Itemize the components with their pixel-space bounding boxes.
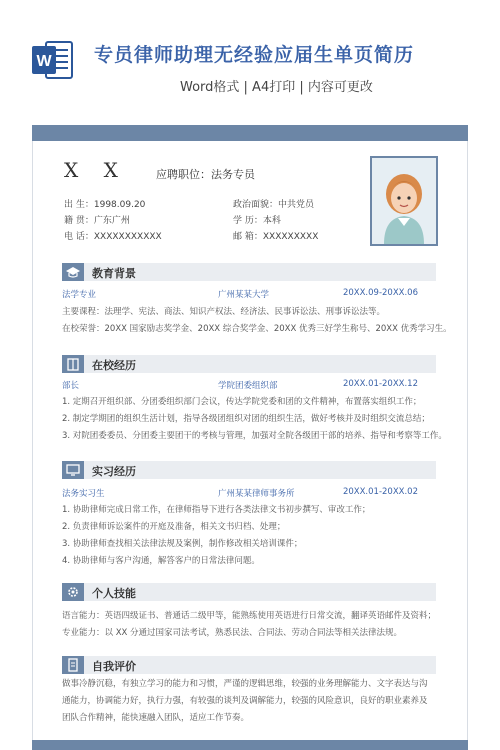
monitor-icon	[62, 461, 84, 479]
applied-position: 应聘职位：法务专员	[156, 168, 255, 181]
intern-item: 4. 协助律师与客户沟通，解答客户的日常法律问题。	[62, 556, 260, 566]
graduation-cap-icon	[62, 263, 84, 281]
campus-role: 部长	[62, 381, 80, 391]
page-subtitle: Word格式 | A4打印 | 内容可更改	[180, 80, 373, 95]
section-title: 教育背景	[92, 267, 136, 280]
info-value: XXXXXXXXXXX	[93, 232, 162, 242]
avatar-illustration	[372, 158, 436, 244]
intern-item: 3. 协助律师查找相关法律法规及案例，制作修改相关培训课件；	[62, 539, 303, 549]
info-political	[233, 197, 314, 210]
campus-org: 学院团委组织部	[218, 381, 278, 391]
section-title: 个人技能	[92, 587, 136, 600]
info-label: 邮 箱：	[233, 232, 263, 242]
education-courses: 主要课程：法理学、宪法、商法、知识产权法、经济法、民事诉讼法、刑事诉讼法等。	[62, 307, 386, 317]
intern-org: 广州某某律师事务所	[218, 489, 295, 499]
section-title: 在校经历	[92, 359, 136, 372]
info-label: 出 生：	[64, 200, 94, 210]
intern-row	[62, 487, 436, 499]
info-degree	[233, 213, 281, 226]
education-honors: 在校荣誉：20XX 国家励志奖学金、20XX 综合奖学金、20XX 优秀三好学生称号、20XX 优秀学习生。	[62, 324, 452, 334]
info-value: 1998.09.20	[93, 200, 146, 210]
education-date: 20XX.09-20XX.06	[342, 288, 418, 298]
info-hometown	[64, 213, 130, 226]
candidate-name: X X	[64, 158, 118, 182]
gear-icon	[62, 583, 84, 601]
document-icon	[62, 656, 84, 674]
resume-top-bar	[32, 125, 468, 141]
section-title: 自我评价	[92, 660, 136, 673]
info-value: 本科	[262, 216, 281, 226]
intern-item: 2. 负责律师诉讼案件的开庭及准备，相关文书归档、处理；	[62, 522, 286, 532]
campus-item: 2. 制定学期团的组织生活计划，指导各级团组织对团的组织生活，做好考核并及时组织交流总结；	[62, 414, 430, 424]
section-title: 实习经历	[92, 465, 136, 478]
profile-photo	[370, 156, 438, 246]
page-title: 专员律师助理无经验应届生单页简历	[94, 44, 415, 66]
campus-date: 20XX.01-20XX.12	[342, 379, 418, 389]
section-header-campus	[62, 355, 436, 373]
info-value: XXXXXXXXX	[262, 232, 319, 242]
info-label: 学 历：	[233, 216, 263, 226]
section-header-skills	[62, 583, 436, 601]
info-birth	[64, 197, 145, 210]
section-header-education	[62, 263, 436, 281]
info-label: 电 话：	[64, 232, 94, 242]
info-label: 籍 贯：	[64, 216, 94, 226]
info-value: 中共党员	[278, 200, 315, 210]
info-label: 政治面貌：	[233, 200, 279, 210]
info-phone	[64, 229, 162, 242]
section-header-intern	[62, 461, 436, 479]
intern-role: 法务实习生	[62, 489, 105, 499]
campus-item: 1. 定期召开组织部、分团委组织部门会议，传达学院党委和团的文件精神，布置落实组织工作；	[62, 397, 422, 407]
section-header-self	[62, 656, 436, 674]
intern-date: 20XX.01-20XX.02	[342, 487, 418, 497]
word-icon	[32, 40, 74, 80]
education-school: 广州某某大学	[218, 290, 270, 300]
campus-row	[62, 379, 436, 391]
self-evaluation-text: 做事冷静沉稳，有独立学习的能力和习惯，严谨的逻辑思维，较强的业务理解能力、文字表达与沟通能力，协调能力好，执行力强，有较强的谈判及调解能力，较强的风险意识，良好的职业素养及团队合作精神，能快速融入团队，适应工作节奏。	[62, 679, 428, 723]
intern-item: 1. 协助律师完成日常工作，在律师指导下进行各类法律文书初步撰写、审改工作；	[62, 505, 371, 515]
campus-item: 3. 对院团委委员、分团委主要团干的考核与管理，加强对全院各级团干部的培养、指导和考察等工作。	[62, 431, 447, 441]
top-banner	[0, 0, 500, 125]
education-row	[62, 288, 436, 300]
education-major: 法学专业	[62, 290, 97, 300]
word-icon-letter: W	[36, 53, 52, 70]
skill-professional: 专业能力：以 XX 分通过国家司法考试，熟悉民法、合同法、劳动合同法等相关法律法规。	[62, 628, 403, 638]
skill-language: 语言能力：英语四级证书、普通话二级甲等，能熟练使用英语进行日常交流，翻译英语邮件及资料；	[62, 611, 437, 621]
resume-bottom-bar	[32, 740, 468, 750]
info-email	[233, 229, 318, 242]
info-value: 广东广州	[93, 216, 130, 226]
book-icon	[62, 355, 84, 373]
